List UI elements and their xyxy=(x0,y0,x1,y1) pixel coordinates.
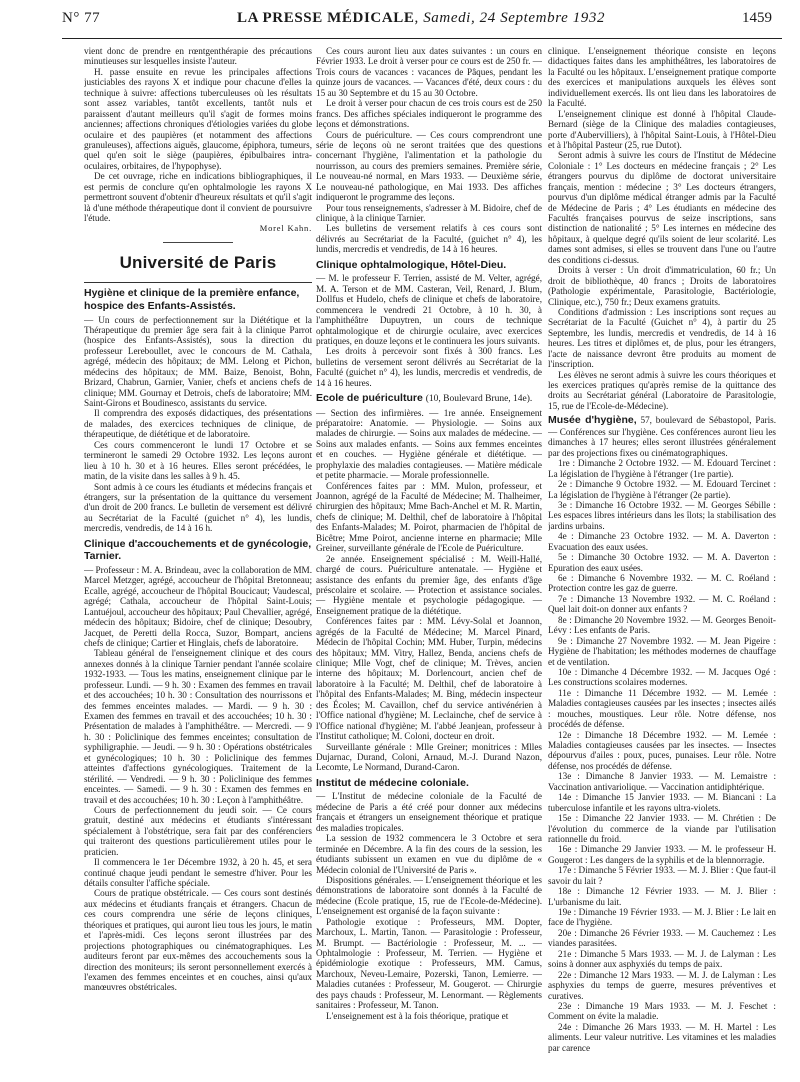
ophtalmo-paragraph: — M. le professeur F. Terrien, assisté de M. Velter, agrégé, M. A. Terson et de MM. Casteran, Veil, Renard, J. Blum, Dollfus et Hudelo, chefs de clinique et chefs de laboratoire, commencera le vendredi 21 Octobre, à 10 h. 30, à l'amphithéâtre Dupuytren, un cours de technique ophtalmologique et de chirurgie oculaire, avec exercices pratiques, en douze leçons et le continuera les jours suivants. xyxy=(316,273,542,346)
schedule-entry: 9e : Dimanche 27 Novembre 1932. — M. Jean Pigeire : Hygiène de l'habitation; les méthodes modernes de chauffage et de ventilation. xyxy=(548,635,776,667)
conference-schedule xyxy=(548,458,776,1053)
tarnier-paragraph: Le droit à verser pour chacun de ces trois cours est de 250 francs. Des affiches spéciales indiqueront le programme des leçons et démonstrations. xyxy=(316,98,542,130)
hygiene-paragraph: Il comprendra des exposés didactiques, des présentations de malades, des exercices techniques de clinique, de thérapeutique, de diététique et de laboratoire. xyxy=(84,408,312,440)
schedule-entry: 20e : Dimanche 26 Février 1933. — M. Cauchemez : Les viandes parasitées. xyxy=(548,927,776,949)
puer-school-paragraph: Conférences faites par : MM. Lévy-Solal et Joannon, agrégés de la Faculté de Médecine; M. Marcel Pinard, Médecin de l'hôpital Cochin; MM. Huber, Turpin, médecins des hôpitaux; MM. Vitry, Hallez, Benda, anciens chefs de clinique; Mlle Vogt, chef de clinique; M. Trèves, ancien interne des hôpitaux; M. Dorlencourt, ancien chef de laboratoire à la Faculté; M. Delthil, chef de laboratoire à l'hôpital des Enfants-Malades; M. Bing, médecin inspecteur des Écoles; M. Cavaillon, chef du service antivénérien à l'Office national d'hygiène; M. Leclainche, chef de service à l'Office national d'hygiène; M. l'abbé Jeanjean, professeur à l'Institut catholique; M. Coloni, docteur en droit. xyxy=(316,616,542,742)
schedule-entry: 3e : Dimanche 16 Octobre 1932. — M. Georges Sébille : Les espaces libres intérieurs dans les îlots; la stabilisation des jardins urbains. xyxy=(548,499,776,531)
tarnier-paragraph: Cours de perfectionnement du jeudi soir. — Ce cours gratuit, destiné aux médecins et étudiants s'intéressant spécialement à l'obstétrique, sera fait par des conférenciers qui traiteront des questions particulièrement utiles pour le praticien. xyxy=(84,804,312,857)
hygiene-paragraph: — Un cours de perfectionnement sur la Diététique et la Thérapeutique du premier âge sera fait à la clinique Parrot (hospice des Enfants-Assistés), sous la direction du professeur Lereboullet, avec le concours de M. Cathala, agrégé, médecin des hôpitaux; de MM. Lelong et Pichon, médecins des hôpitaux; de MM. Baize, Benoist, Bohn, Brizard, Chabrun, Garnier, Vanier, chefs et anciens chefs de clinique; MM. Gournay et Detrois, chefs de laboratoire; MM. Saint-Girons et Boudinesco, assistants du service. xyxy=(84,314,312,409)
header-rule xyxy=(62,38,782,39)
puer-school-title: Ecole de puériculture xyxy=(316,392,423,405)
journal-title: LA PRESSE MÉDICALE xyxy=(236,10,415,26)
schedule-entry: 24e : Dimanche 26 Mars 1933. — M. H. Martel : Les aliments. Leur valeur nutritive. Les vitamines et les maladies par carence xyxy=(548,1021,776,1053)
schedule-entry: 21e : Dimanche 5 Mars 1933. — M. J. de Lalyman : Les soins à donner aux asphyxiés du temps de paix. xyxy=(548,948,776,970)
schedule-entry: 14e : Dimanche 15 Janvier 1933. — M. Biancani : La tuberculose infantile et les rayons ultra-violets. xyxy=(548,792,776,813)
issue-date: Samedi, 24 Septembre 1932 xyxy=(423,10,606,26)
puericulture-paragraph: Cours de puériculture. — Ces cours comprendront une série de leçons où ne seront traitées que des questions concernant l'hygiène, l'alimentation et la pathologie du nourrisson, au cours des premiers semaines. Première série, Le nouveau-né normal, en Mars 1933. — Deuxième série, Le nouveau-né pathologique, en Mai 1933. Des affiches indiqueront le programme des leçons. xyxy=(316,129,542,203)
puer-school-paragraph: Conférences faites par : MM. Mulon, professeur, et Joannon, agrégé de la Faculté de Médecine; M. Thalheimer, chirurgien des hôpitaux; Mme Bach-Anchel et M. R. Martin, chefs de clinique; M. Delthil, chef de laboratoire à l'hôpital des Enfants-Malades; M. Poirot, pharmacien de l'hôpital de Bicêtre; Mme Poirot, ancienne interne en pharmacie; Mlle Greiner, surveillante générale de l'Ecole de Puériculture. xyxy=(316,480,542,554)
tarnier-paragraph: Tableau général de l'enseignement clinique et des cours annexes donnés à la clinique Tarnier pendant l'année scolaire 1932-1933. — Tous les matins, enseignement clinique par le professeur. Lundi. — 9 h. 30 : Examen des femmes en travail et des accouchées; 10 h. 30 : Consultation des nourrissons et des femmes enceintes malades. — Mardi. — 9 h. 30 : Examen des femmes en travail et des accouchées; 10 h. 30 : Présentation de malades à l'amphithéâtre. — Mercredi. — 9 h. 30 : Policlinique des femmes enceintes; consultation de syphiligraphie. — Jeudi. — 9 h. 30 : Opérations obstétricales et gynécologiques; 10 h. 30 : Policlinique des femmes atteintes d'affections gynécologiques. Traitement de la stérilité. — Vendredi. — 9 h. 30 : Policlinique des femmes enceintes. — Samedi. — 9 h. 30 : Examen des femmes en travail et des accouchées; 10 h. 30 : Leçon à l'amphithéâtre. xyxy=(84,648,312,805)
hygiene-paragraph: Sont admis à ce cours les étudiants et médecins français et étrangers, sur la présentation de la quittance du versement d'un droit de 200 francs. Le bulletin de versement est délivré au Secrétariat de la Faculté (guichet n° 4), les lundis, mercredis, vendredis, de 14 à 16 h. xyxy=(84,481,312,534)
colonial-paragraph: L'enseignement clinique est donné à l'hôpital Claude-Bernard (siège de la Clinique des maladies contagieuses, porte d'Aubervilliers), à l'hôpital Saint-Louis, à l'Hôtel-Dieu et à l'hôpital Pasteur (25, rue Dutot). xyxy=(548,108,776,150)
musee-intro: 57, boulevard de Sébastopol, Paris. — Conférences sur l'hygiène. Ces conférences auront lieu les dimanches à 17 heures; elles seront illustrées généralement par des projections fixes ou cinématographiques. xyxy=(548,415,776,458)
hygiene-heading: Hygiène et clinique de la première enfance, hospice des Enfants-Assistés. xyxy=(84,287,300,312)
ophtalmo-paragraph: Les droits à percevoir sont fixés à 300 francs. Les bulletins de versement seront délivrés au Secrétariat de la Faculté (guichet n° 4), les lundis, mercredis et vendredis, de 14 à 16 heures. xyxy=(316,346,542,388)
review-paragraph: De cet ouvrage, riche en indications bibliographiques, il est permis de conclure qu'en ophtalmologie les rayons X permettront souvent d'obtenir d'heureux résultats et qu'il s'agit là d'une méthode thérapeutique dont il convient de poursuivre l'étude. xyxy=(84,171,312,223)
tarnier-paragraph: Cours de pratique obstétricale. — Ces cours sont destinés aux médecins et étudiants français et étrangers. Chacun de ces cours comprendra une série de leçons cliniques, théoriques et pratiques, qui auront lieu tous les jours, le matin et l'après-midi. Ces leçons seront illustrées par des projections photographiques ou cinématographiques. Les auditeurs feront par eux-mêmes des accouchements sous la direction des moniteurs; ils seront personnellement exercés à l'examen des femmes enceintes et en couches, ainsi qu'aux manœuvres obstétricales. xyxy=(84,888,312,993)
tarnier-paragraph: Ces cours auront lieu aux dates suivantes : un cours en Février 1933. Le droit à verser pour ce cours est de 250 fr. — Trois cours de vacances : vacances de Pâques, pendant les quinze jours de vacances. — Vacances d'été, deux cours : du 15 au 30 Septembre et du 15 au 30 Octobre. xyxy=(316,46,542,98)
column-3 xyxy=(548,46,776,1076)
tarnier-paragraph: Il commencera le 1er Décembre 1932, à 20 h. 45, et sera continué chaque jeudi pendant le semestre d'hiver. Pour les détails consulter l'affiche spéciale. xyxy=(84,857,312,889)
page-folio: 1459 xyxy=(741,10,772,26)
hygiene-paragraph: Ces cours commenceront le lundi 17 Octobre et se termineront le samedi 29 Octobre 1932. Les leçons auront lieu à 10 h. 30 et à 16 heures. Elles seront précédées, le matin, de la visite dans les salles à 9 h. 45. xyxy=(84,439,312,482)
puer-school-heading xyxy=(316,392,542,405)
schedule-entry: 22e : Dimanche 12 Mars 1933. — M. J. de Lalyman : Les asphyxies du temps de guerre, mesures préventives et curatives. xyxy=(548,969,776,1001)
puericulture-paragraph: Les bulletins de versement relatifs à ces cours sont délivrés au Secrétariat de la Faculté, (guichet n° 4), les lundis, mercredis et vendredis, de 14 à 16 heures. xyxy=(316,223,542,255)
colonial-paragraph: — L'Institut de médecine coloniale de la Faculté de médecine de Paris a été créé pour donner aux médecins français et étrangers un enseignement théorique et pratique des maladies tropicales. xyxy=(316,791,542,833)
colonial-paragraph: Pathologie exotique : Professeurs, MM. Dopter, Marchoux, L. Martin, Tanon. — Parasitologie : Professeur, M. Brumpt. — Bactériologie : Professeur, M. ... — Ophtalmologie : Professeur, M. Terrien. — Hygiène et épidémiologie exotique : Professeurs, MM. Camus, Marchoux, Neveu-Lemaire, Pozerski, Tanon, Lemierre. — Maladies cutanées : Professeur, M. Gougerot. — Chirurgie des pays chauds : Professeur, M. Lenormant. — Règlements sanitaires : Professeur, M. Tanon. xyxy=(316,916,542,1011)
puer-school-address: (10, Boulevard Brune, 14e). xyxy=(425,394,533,405)
colonial-paragraph: La session de 1932 commencera le 3 Octobre et sera terminée en Décembre. A la fin des cours de la session, les étudiants subissent un examen en vue du diplôme de « Médecin colonial de l'Université de Paris ». xyxy=(316,833,542,875)
schedule-entry: 6e : Dimanche 6 Novembre 1932. — M. C. Roéland : Protection contre les gaz de guerre. xyxy=(548,573,776,594)
colonial-paragraph: Les élèves ne seront admis à suivre les cours théoriques et les exercices pratiques qu'après remise de la quittance des droits au Secrétariat général (Laboratoire de Parasitologie, 15, rue de l'Ecole-de-Médecine). xyxy=(548,369,776,411)
colonial-paragraph: Seront admis à suivre les cours de l'Institut de Médecine Coloniale : 1° Les docteurs en médecine français ; 2° Les étrangers pourvus du diplôme de doctorat universitaire français, mention : médecine ; 3° Les docteurs étrangers, pourvus d'un diplôme médical étranger admis par la Faculté de Médecine de Paris ; 4° Les étudiants en médecine des Facultés françaises pourvus de seize inscriptions, sans distinction de nationalité ; 5° Les internes en médecine des hôpitaux, à quelque degré qu'ils soient de leur scolarité. Les dames sont admises, si elles se trouvent dans l'une ou l'autre des conditions ci-dessus. xyxy=(548,150,776,265)
schedule-entry: 23e : Dimanche 19 Mars 1933. — M. J. Feschet : Comment on évite la maladie. xyxy=(548,1000,776,1022)
musee-paragraph xyxy=(548,414,776,458)
schedule-entry: 13e : Dimanche 8 Janvier 1933. — M. Lemaistre : Vaccination antivariolique. — Vaccination antidiphtérique. xyxy=(548,771,776,792)
colonial-paragraph: Dispositions générales. — L'enseignement théorique et les démonstrations de laboratoire sont donnés à la Faculté de médecine (Ecole pratique, 15, rue de l'Ecole-de-Médecine). L'enseignement est organisé de la façon suivante : xyxy=(316,874,542,917)
schedule-entry: 11e : Dimanche 11 Décembre 1932. — M. Lemée : Maladies contagieuses causées par les insectes ; insectes ailés : mouches, moustiques. Leur rôle. Notre défense, nos procédés de défense. xyxy=(548,687,776,730)
schedule-entry: 1re : Dimanche 2 Octobre 1932. — M. Edouard Tercinet : La législation de l'hygiène à l'étranger (1re partie). xyxy=(548,458,776,479)
musee-heading: Musée d'hygiène, xyxy=(548,414,637,427)
colonial-paragraph: clinique. L'enseignement théorique consiste en leçons didactiques faites dans les amphithéâtres, les laboratoires de la Faculté ou les hôpitaux. L'enseignement pratique comporte des exercices et manipulations auxquels les élèves sont individuellement exercés. Ils ont lieu dans les laboratoires de la Faculté. xyxy=(548,46,776,109)
schedule-entry: 4e : Dimanche 23 Octobre 1932. — M. A. Daverton : Evacuation des eaux usées. xyxy=(548,531,776,552)
schedule-entry: 17e : Dimanche 5 Février 1933. — M. J. Blier : Que faut-il savoir du lait ? xyxy=(548,865,776,886)
schedule-entry: 2e : Dimanche 9 Octobre 1932. — M. Edouard Tercinet : La législation de l'hygiène à l'étranger (2e partie). xyxy=(548,479,776,500)
column-2 xyxy=(316,46,542,1076)
review-paragraph: H. passe ensuite en revue les principales affections justiciables des rayons X et indique pour chacune d'elles la technique à suivre: affections tuberculeuses où les résultats sont assez variables, tantôt excellents, tantôt nuls et paraissent d'autant meilleurs qu'il s'agit de formes moins anciennes; affections chroniques d'étiologies variées du globe oculaire et des paupières (et notamment des affections granuleuses), affections aiguës, glaucome, épiphora, tumeurs, quel qu'en soit le siège (paupières, épibulbaires intra-oculaires, orbitaires, de l'hypophyse). xyxy=(84,66,312,171)
schedule-entry: 10e : Dimanche 4 Décembre 1932. — M. Jacques Ogé : Les constructions scolaires modernes. xyxy=(548,666,776,688)
university-heading: Université de Paris xyxy=(119,253,277,273)
tarnier-heading: Clinique d'accouchements et de gynécologie, Tarnier. xyxy=(84,537,312,563)
section-divider xyxy=(163,242,233,243)
puer-school-paragraph: — Section des infirmières. — 1re année. Enseignement préparatoire: Anatomie. — Physiologie. — Soins aux malades de chirurgie. — Soins aux malades de médecine. — Soins aux malades enfants. — Soins aux femmes enceintes et en couches. — Hygiène générale et diététique. — prophylaxie des maladies contagieuses. — Matière médicale et petite pharmacie. — Morale professionnelle. xyxy=(316,407,542,481)
schedule-entry: 7e : Dimanche 13 Novembre 1932. — M. C. Roéland : Quel lait doit-on donner aux enfants ? xyxy=(548,593,776,615)
section-rule xyxy=(84,282,312,283)
colonial-paragraph: L'enseignement est à la fois théorique, pratique et xyxy=(326,1010,509,1021)
schedule-entry: 5e : Dimanche 30 Octobre 1932. — M. A. Daverton : Epuration des eaux usées. xyxy=(548,552,776,573)
colonial-paragraph: Conditions d'admission : Les inscriptions sont reçues au Secrétariat de la Faculté (Guichet n° 4), à partir du 25 Septembre, les lundis, mercredis et vendredis, de 14 à 16 heures. Les titres et diplômes et, de plus, pour les étrangers, l'acte de naissance devront être produits au moment de l'inscription. xyxy=(548,306,776,370)
puericulture-paragraph: Pour tous renseignements, s'adresser à M. Bidoire, chef de clinique, à la clinique Tarnier. xyxy=(316,202,542,223)
colonial-heading: Institut de médecine coloniale. xyxy=(316,776,469,789)
review-signature: Morel Kahn. xyxy=(259,223,312,234)
puer-school-paragraph: 2e année. Enseignement spécialisé : M. Weill-Hallé, chargé de cours. Puériculture antenatale. — Hygiène et assistance des enfants du premier âge, des enfants d'âge préscolaire et scolaire. — Protection et assistance sociales. — Hygiène mentale et psychologie pédagogique. — Enseignement pratique de la diététique. xyxy=(316,553,542,616)
ophtalmo-heading: Clinique ophtalmologique, Hôtel-Dieu. xyxy=(316,258,507,271)
colonial-paragraph: Droits à verser : Un droit d'immatriculation, 60 fr.; Un droit de bibliothèque, 40 francs ; Droits de laboratoires (Pathologie expérimentale, Parasitologie, Bactériologie, Clinique, etc.), 750 fr.; Deux examens gratuits. xyxy=(548,265,776,307)
journal-title-line: LA PRESSE MÉDICALE, Samedi, 24 Septembre 1932 xyxy=(236,10,606,26)
schedule-entry: 15e : Dimanche 22 Janvier 1933. — M. Chrétien : De l'évolution du commerce de la viande par l'utilisation rationnelle du froid. xyxy=(548,813,776,844)
schedule-entry: 12e : Dimanche 18 Décembre 1932. — M. Lemée : Maladies contagieuses causées par les insectes. — Insectes dépourvus d'ailes : poux, puces, punaises. Leur rôle. Notre défense, nos procédés de défense. xyxy=(548,729,776,771)
column-1 xyxy=(84,46,312,1076)
masthead xyxy=(62,10,772,36)
schedule-entry: 19e : Dimanche 19 Février 1933. — M. J. Blier : Le lait en face de l'hygiène. xyxy=(548,907,776,928)
schedule-entry: 8e : Dimanche 20 Novembre 1932. — M. Georges Benoit-Lévy : Les enfants de Paris. xyxy=(548,614,776,636)
puer-school-paragraph: Surveillante générale : Mlle Greiner; monitrices : Mlles Dujarnac, Durand, Coloni, Arnaud, M.-J. Durand Nazon, Lecomte, Le Normand, Durand-Caron. xyxy=(316,741,542,773)
issue-number: N° 77 xyxy=(62,10,101,26)
review-paragraph: vient donc de prendre en rœntgenthérapie des précautions minutieuses sur lesquelles insiste l'auteur. xyxy=(84,46,312,67)
schedule-entry: 16e : Dimanche 29 Janvier 1933. — M. le professeur H. Gougerot : Les dangers de la syphilis et de la blennorragie. xyxy=(548,844,776,865)
schedule-entry: 18e : Dimanche 12 Février 1933. — M. J. Blier : L'urbanisme du lait. xyxy=(548,886,776,907)
tarnier-paragraph: — Professeur : M. A. Brindeau, avec la collaboration de MM. Marcel Metzger, agrégé, accoucheur de l'hôpital Bretonneau; Ecalle, agrégé, accoucheur de l'hôpital Boucicaut; Vaudescal, agrégé; Cathala, accoucheur de l'hôpital Saint-Louis; Lantuéjoul, accoucheur des hôpitaux; Paul Chevallier, agrégé, médecin des hôpitaux; Bidoire, chef de clinique; Desoubry, Jacquet, de Peretti della Rocca, Suzor, Bompart, anciens chefs de clinique; Cartier et Hinglais, chefs de laboratoire. xyxy=(84,564,312,648)
